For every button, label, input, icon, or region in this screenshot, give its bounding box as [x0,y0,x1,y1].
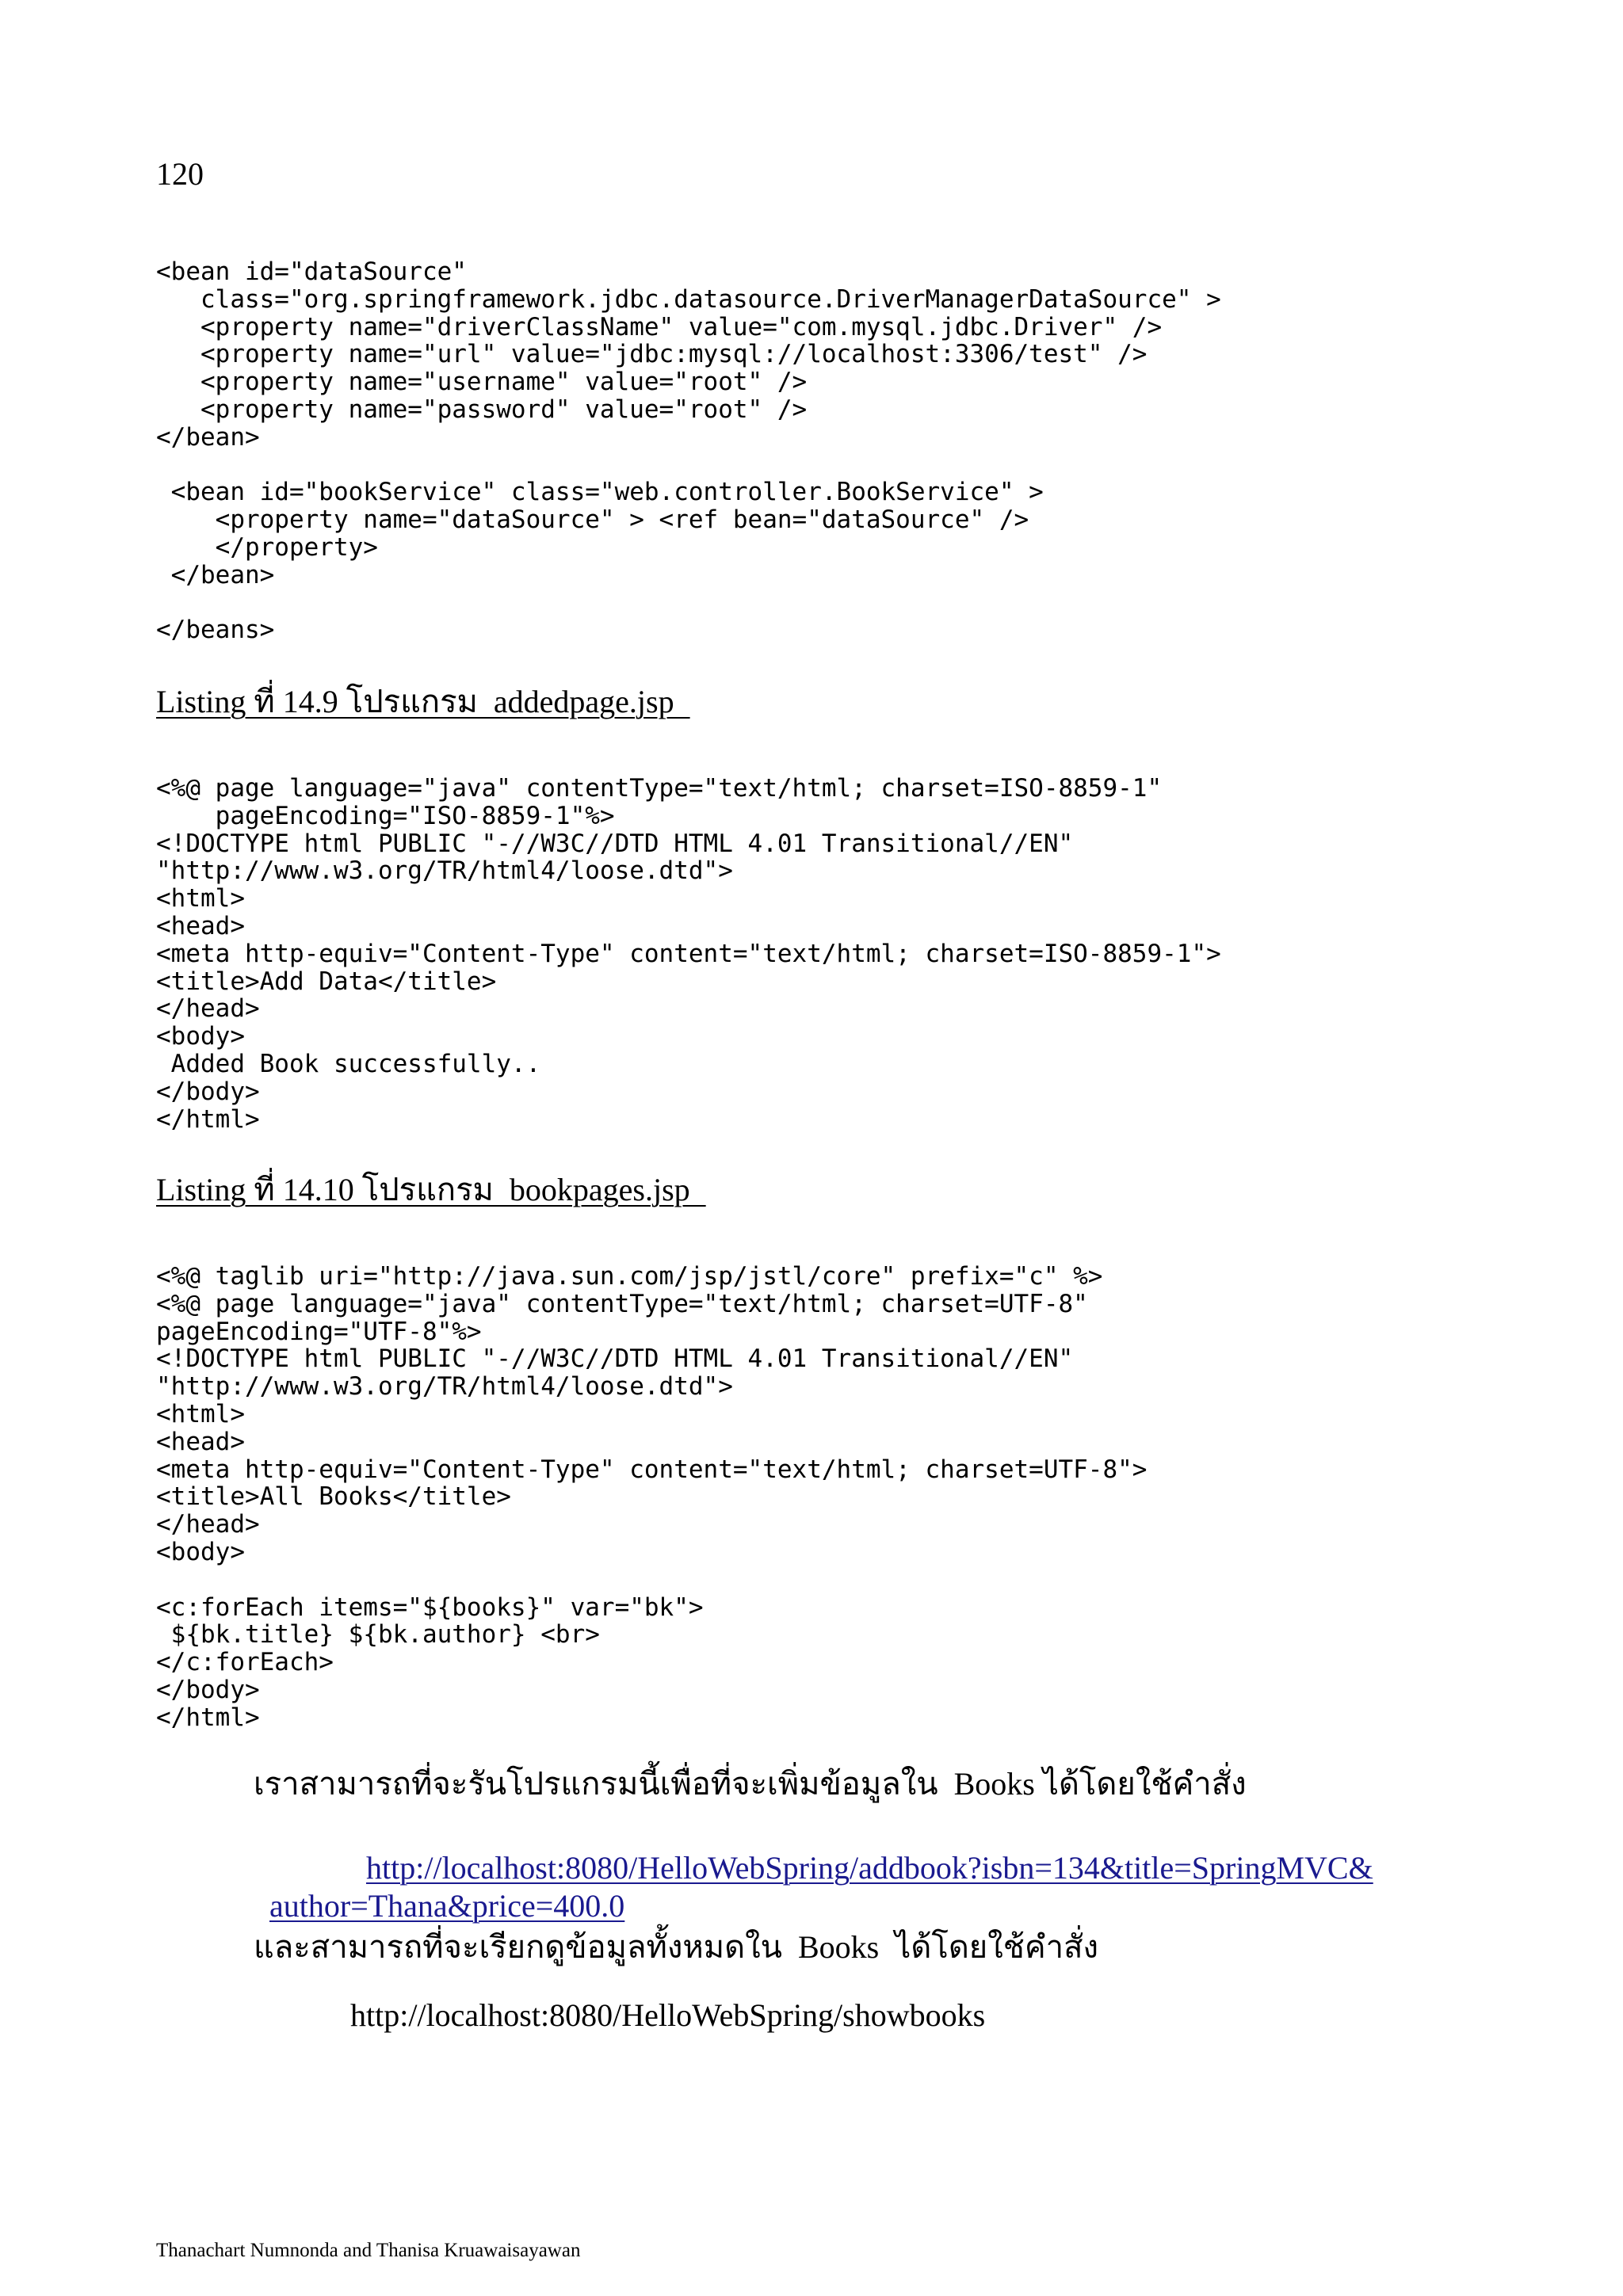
add-book-link[interactable]: http://localhost:8080/HelloWebSpring/addbook?isbn=134&title=SpringMVC& [366,1850,1373,1886]
code-line: <%@ page language="java" contentType="text/html; charset=UTF-8" [156,1289,1088,1318]
code-line: <meta http-equiv="Content-Type" content="text/html; charset=UTF-8"> [156,1455,1148,1484]
code-line: ${bk.title} ${bk.author} <br> [156,1620,600,1650]
code-line: <meta http-equiv="Content-Type" content="text/html; charset=ISO-8859-1"> [156,939,1221,968]
code-line: <bean id="dataSource" [156,257,467,286]
code-line [156,452,1221,479]
page-footer-authors: Thanachart Numnonda and Thanisa Kruawaisayawan [156,2240,581,2261]
show-books-url: http://localhost:8080/HelloWebSpring/showbooks [350,1997,986,2033]
code-line: <html> [156,884,245,913]
code-line: </beans> [156,616,275,645]
code-line: </html> [156,1104,260,1134]
code-line: <title>Add Data</title> [156,967,497,996]
listing-heading-addedpage: Listing ที่ 14.9 โปรแกรม addedpage.jsp [156,684,690,719]
code-line: <property name="username" value="root" /> [156,368,808,397]
code-line: </property> [156,532,378,562]
code-line: <body> [156,1537,245,1566]
code-line: <head> [156,1427,245,1456]
code-line: <property name="driverClassName" value="com.mysql.jdbc.Driver" /> [156,312,1163,341]
add-book-url-line-2[interactable] [254,1849,624,1925]
page-number: 120 [156,156,204,192]
code-line: pageEncoding="UTF-8"%> [156,1317,482,1346]
code-line: <title>All Books</title> [156,1482,511,1512]
code-line: <head> [156,911,245,940]
code-line: <property name="dataSource" > <ref bean="dataSource" /> [156,505,1029,535]
code-line: </html> [156,1703,260,1732]
listing-heading-bookpages: Listing ที่ 14.10 โปรแกรม bookpages.jsp [156,1172,706,1207]
code-line: </bean> [156,560,275,589]
code-line: </c:forEach> [156,1648,334,1677]
code-line: <bean id="bookService" class="web.controller.BookService" > [156,478,1044,507]
code-line: </body> [156,1077,260,1106]
code-line: class="org.springframework.jdbc.datasource.DriverManagerDataSource" > [156,284,1221,314]
code-block-addedpage-jsp [156,775,1221,1133]
add-book-link-continued[interactable]: author=Thana&price=400.0 [269,1888,625,1924]
code-line: <property name="url" value="jdbc:mysql://localhost:3306/test" /> [156,340,1148,369]
code-line: </head> [156,1510,260,1539]
add-books-instruction: เราสามารถที่จะรันโปรแกรมนี้เพื่อที่จะเพิ่มข้อมูลใน Books ได้โดยใช้คำสั่ง [254,1766,1247,1802]
code-line: Added Book successfully.. [156,1049,541,1078]
code-line: <c:forEach items="${books}" var="bk"> [156,1592,704,1622]
code-line: pageEncoding="ISO-8859-1"%> [156,801,615,830]
code-line: <%@ taglib uri="http://java.sun.com/jsp/jstl/core" prefix="c" %> [156,1262,1103,1291]
code-line [156,589,1221,617]
code-line [156,1566,1147,1594]
code-block-bookpages-jsp [156,1263,1147,1732]
code-line: <%@ page language="java" contentType="text/html; charset=ISO-8859-1" [156,774,1163,803]
code-line: <!DOCTYPE html PUBLIC "-//W3C//DTD HTML 4.01 Transitional//EN" [156,829,1074,858]
code-line: "http://www.w3.org/TR/html4/loose.dtd"> [156,856,733,886]
code-line: <body> [156,1022,245,1051]
code-line: <!DOCTYPE html PUBLIC "-//W3C//DTD HTML 4.01 Transitional//EN" [156,1344,1074,1374]
show-books-instruction: และสามารถที่จะเรียกดูข้อมูลทั้งหมดใน Books ได้โดยใช้คำสั่ง [254,1929,1099,1965]
code-line: <html> [156,1399,245,1428]
code-line: <property name="password" value="root" /> [156,395,808,424]
code-line: </head> [156,994,260,1024]
code-line: </bean> [156,422,260,452]
code-block-spring-config [156,258,1221,644]
code-line: </body> [156,1675,260,1704]
code-line: "http://www.w3.org/TR/html4/loose.dtd"> [156,1372,733,1402]
